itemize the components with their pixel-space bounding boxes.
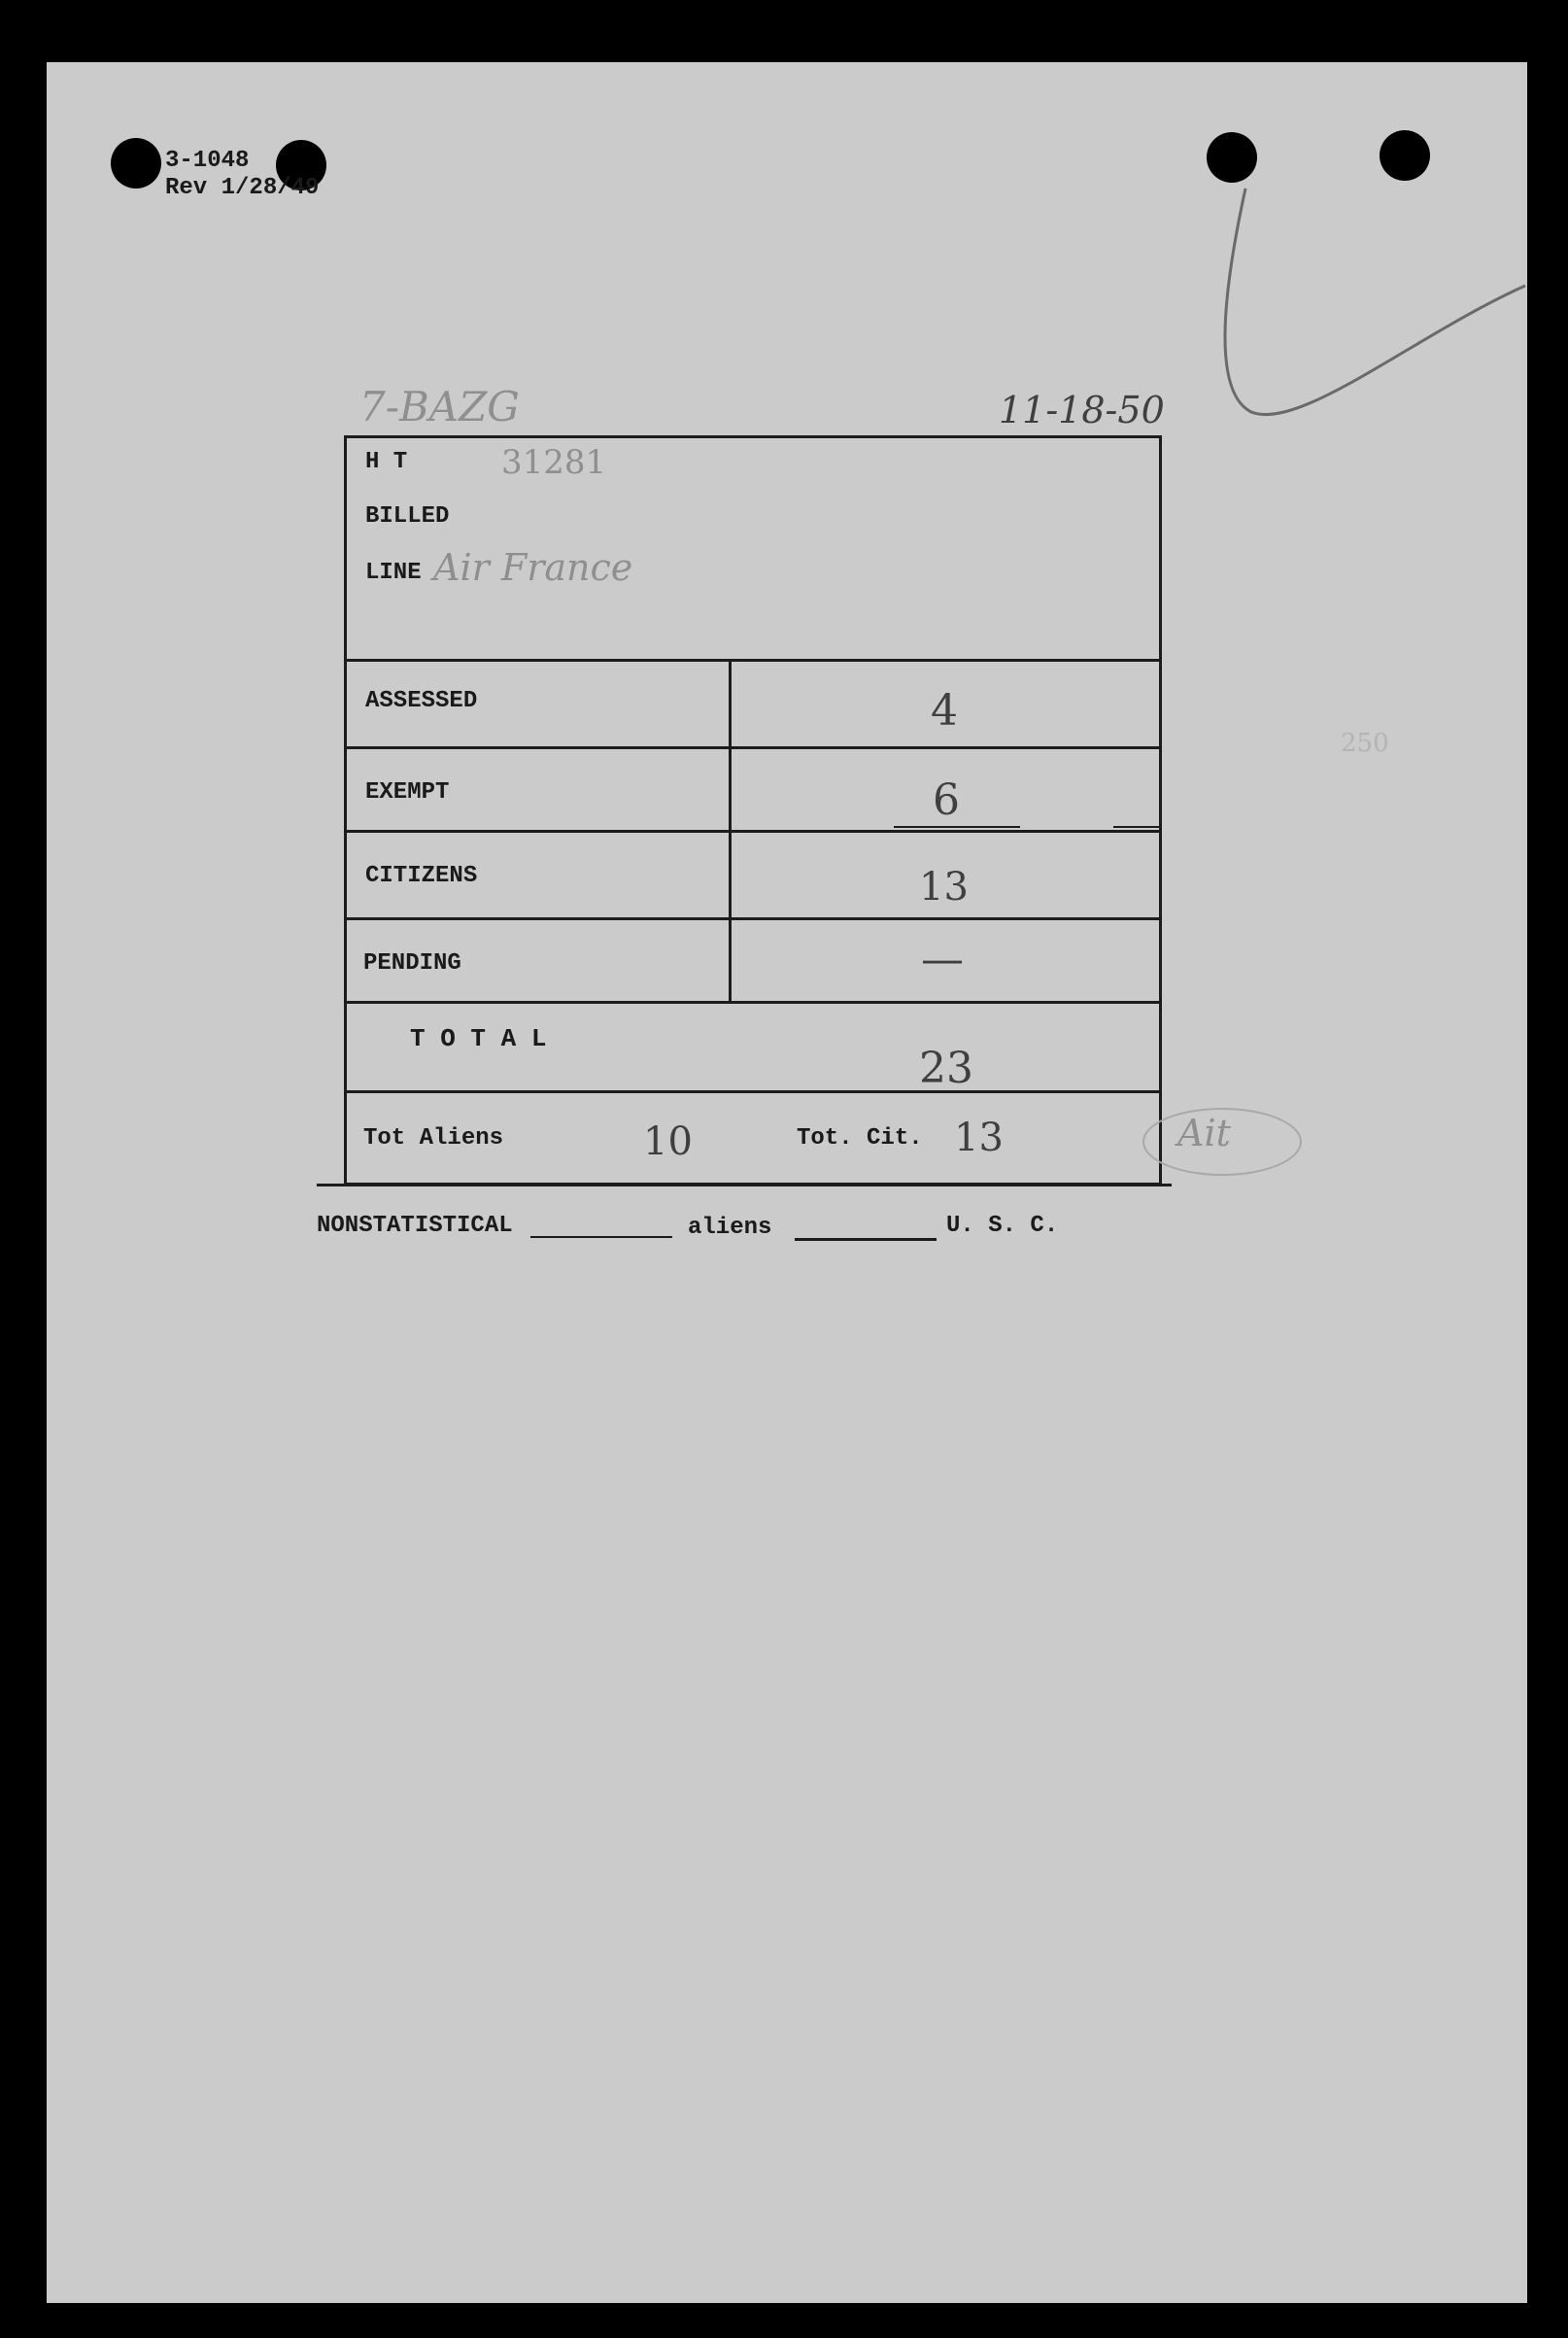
aliens-blank <box>795 1238 937 1241</box>
assessed-value: 4 <box>931 686 958 736</box>
punch-hole-left-1 <box>111 138 161 189</box>
column-divider <box>729 659 732 1003</box>
assessed-label: ASSESSED <box>365 688 478 714</box>
total-value: 23 <box>919 1044 973 1093</box>
exempt-label: EXEMPT <box>365 779 450 806</box>
ht-value: 31281 <box>501 443 607 482</box>
rule-3 <box>344 830 1162 833</box>
bottom-rule <box>317 1184 1172 1186</box>
pending-label: PENDING <box>363 950 461 977</box>
usc-label: U. S. C. <box>946 1213 1059 1239</box>
initials-stamp-text: Ait <box>1177 1112 1231 1154</box>
tot-cit-value: 13 <box>954 1116 1004 1160</box>
tot-aliens-value: 10 <box>643 1119 693 1164</box>
aliens-label: aliens <box>688 1215 772 1241</box>
document-page <box>47 62 1527 2303</box>
nonstatistical-blank <box>530 1236 672 1238</box>
exempt-value: 6 <box>933 775 960 825</box>
line-value: Air France <box>433 546 633 589</box>
exempt-underline-2 <box>1113 826 1160 828</box>
citizens-label: CITIZENS <box>365 863 478 889</box>
citizens-value: 13 <box>919 865 969 910</box>
rule-5 <box>344 1001 1162 1004</box>
form-revision: Rev 1/28/49 <box>165 175 320 201</box>
flight-number: 7-BAZG <box>359 383 520 430</box>
side-number: 250 <box>1341 729 1389 758</box>
form-number: 3-1048 <box>165 148 250 174</box>
punch-hole-right-1 <box>1207 132 1257 183</box>
total-label: T O T A L <box>410 1024 547 1053</box>
pencil-curve <box>1164 179 1527 480</box>
rule-2 <box>344 746 1162 749</box>
form-date: 11-18-50 <box>999 389 1165 431</box>
rule-1 <box>344 659 1162 662</box>
punch-hole-right-2 <box>1380 130 1430 181</box>
tot-cit-label: Tot. Cit. <box>797 1125 923 1152</box>
pending-value: — <box>921 935 964 984</box>
nonstatistical-label: NONSTATISTICAL <box>317 1213 513 1239</box>
tot-aliens-label: Tot Aliens <box>363 1125 504 1152</box>
billed-label: BILLED <box>365 503 450 530</box>
rule-4 <box>344 917 1162 920</box>
ht-label: H T <box>365 449 408 475</box>
exempt-underline-1 <box>894 826 1020 828</box>
line-label: LINE <box>365 560 422 586</box>
rule-6 <box>344 1090 1162 1093</box>
